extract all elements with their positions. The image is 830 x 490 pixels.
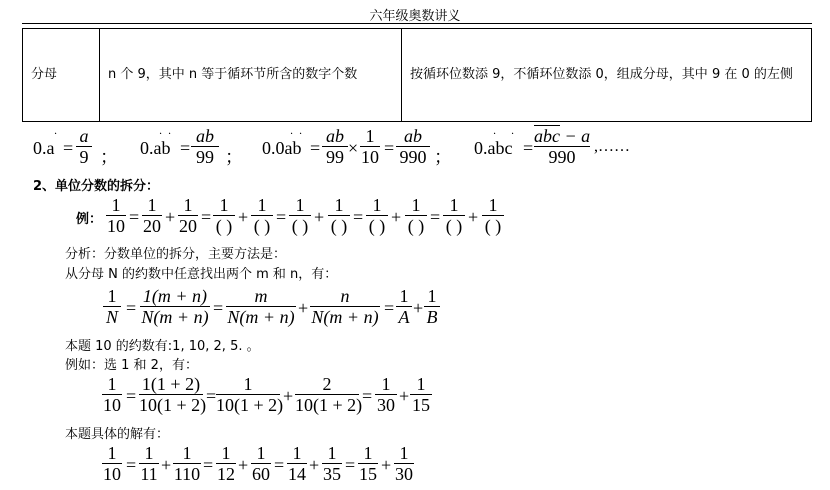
repeat-dot: · [54,129,58,140]
fraction-worked-2: 1 10(1 + 2) [216,374,284,415]
fraction-1-15: 1 15 [359,443,377,484]
fraction-worked-1: 1(1 + 2) 10(1 + 2) [139,374,207,415]
fraction-1-35: 1 35 [323,443,341,484]
decimal-00ab: 0.0ab [262,138,302,158]
fraction-1-A: 1 A [396,286,412,327]
equals-sign: = [63,138,74,158]
table-row [23,29,812,122]
analysis-line-2: 从分母 N 的约数中任意找出两个 m 和 n，有： [65,267,338,282]
analysis-line-1: 分析：分数单位的拆分，主要方法是： [65,247,287,262]
decimal-0a: 0.a [33,138,55,158]
fraction-blank: 1 ( ) [289,195,311,236]
fraction-1-60: 1 60 [252,443,270,484]
denominator: 99 [196,147,214,167]
denominator: 99 [326,147,344,167]
equals-sign: = [180,138,191,158]
table-cell-denominator: 分母 [23,29,100,122]
divisors-line: 本题 10 的约数有:1, 10, 2, 5. 。 [65,339,260,354]
repeat-dot: · [290,129,294,140]
ellipsis: ,…… [594,138,630,155]
fraction-1-30: 1 30 [395,443,413,484]
fraction-1-30: 1 30 [377,374,395,415]
fraction-1-B: 1 B [424,286,440,327]
fraction-general-m: m N(m + n) [227,286,295,327]
equals-sign: = [384,138,395,158]
repeat-dot: · [493,129,497,140]
example-choice-line: 例如：选 1 和 2，有： [65,358,198,373]
fraction-a-9 [76,126,92,167]
times-sign: × [348,138,359,158]
fraction-1-20: 1 20 [143,195,161,236]
separator: ； [434,147,452,167]
fraction-blank: 1 ( ) [405,195,427,236]
numerator: 1 [365,126,375,146]
numerator: ab [404,126,422,146]
solution-label: 本题具体的解有： [65,427,170,442]
example-label: 例： [76,212,103,227]
table-cell-rule: 按循环位数添 9，不循环位数添 0，组成分母，其中 9 在 0 的左侧 [402,29,812,122]
repeat-dot: · [299,129,303,140]
fraction-1-110: 1 110 [173,443,201,484]
table-cell-nines: n 个 9，其中 n 等于循环节所含的数字个数 [100,29,402,122]
notes-table [22,28,812,122]
equals-sign: = [310,138,321,158]
fraction-ab-99 [322,126,348,167]
denominator: 10 [361,147,379,167]
denominator: 990 [399,147,427,167]
denominator: 990 [548,147,576,167]
separator: ； [100,147,118,167]
fraction-1-10 [360,126,380,167]
fraction-1-20: 1 20 [179,195,197,236]
fraction-blank: 1 ( ) [366,195,388,236]
fraction-1-10: 1 10 [103,374,121,415]
fraction-blank: 1 ( ) [251,195,273,236]
decimal-0abc: 0.abc [474,138,513,158]
fraction-blank: 1 ( ) [443,195,465,236]
fraction-worked-3: 2 10(1 + 2) [295,374,363,415]
fraction-blank: 1 ( ) [213,195,235,236]
repeat-dot: · [511,129,515,140]
fraction-ab-990 [396,126,430,167]
fraction-1-10: 1 10 [107,195,125,236]
denominator: 9 [79,147,89,167]
fraction-1-12: 1 12 [217,443,235,484]
repeat-dot: · [168,129,172,140]
fraction-abc-minus-a-990 [534,126,590,167]
fraction-1-11: 1 11 [140,443,158,484]
overlined-abc: abc [534,126,560,146]
fraction-general-1: 1(m + n) N(m + n) [141,286,209,327]
repeat-dot: · [159,129,163,140]
header-rule [22,23,812,24]
page-header-title: 六年级奥数讲义 [369,9,461,24]
numerator: ab [326,126,344,146]
fraction-ab-99 [191,126,219,167]
section-title: 2、单位分数的拆分： [33,179,160,194]
fraction-1-10: 1 10 [103,443,121,484]
fraction-1-14: 1 14 [288,443,306,484]
fraction-blank: 1 ( ) [482,195,504,236]
decimal-0ab: 0.ab [140,138,171,158]
fraction-blank: 1 ( ) [328,195,350,236]
fraction-1-15: 1 15 [412,374,430,415]
equals-sign: = [523,138,534,158]
separator: ； [225,147,243,167]
fraction-general-n: n N(m + n) [311,286,379,327]
numerator: a [79,126,89,146]
numerator: ab [196,126,214,146]
fraction-1-N: 1 N [103,286,121,327]
numerator: abc − a [534,126,591,146]
